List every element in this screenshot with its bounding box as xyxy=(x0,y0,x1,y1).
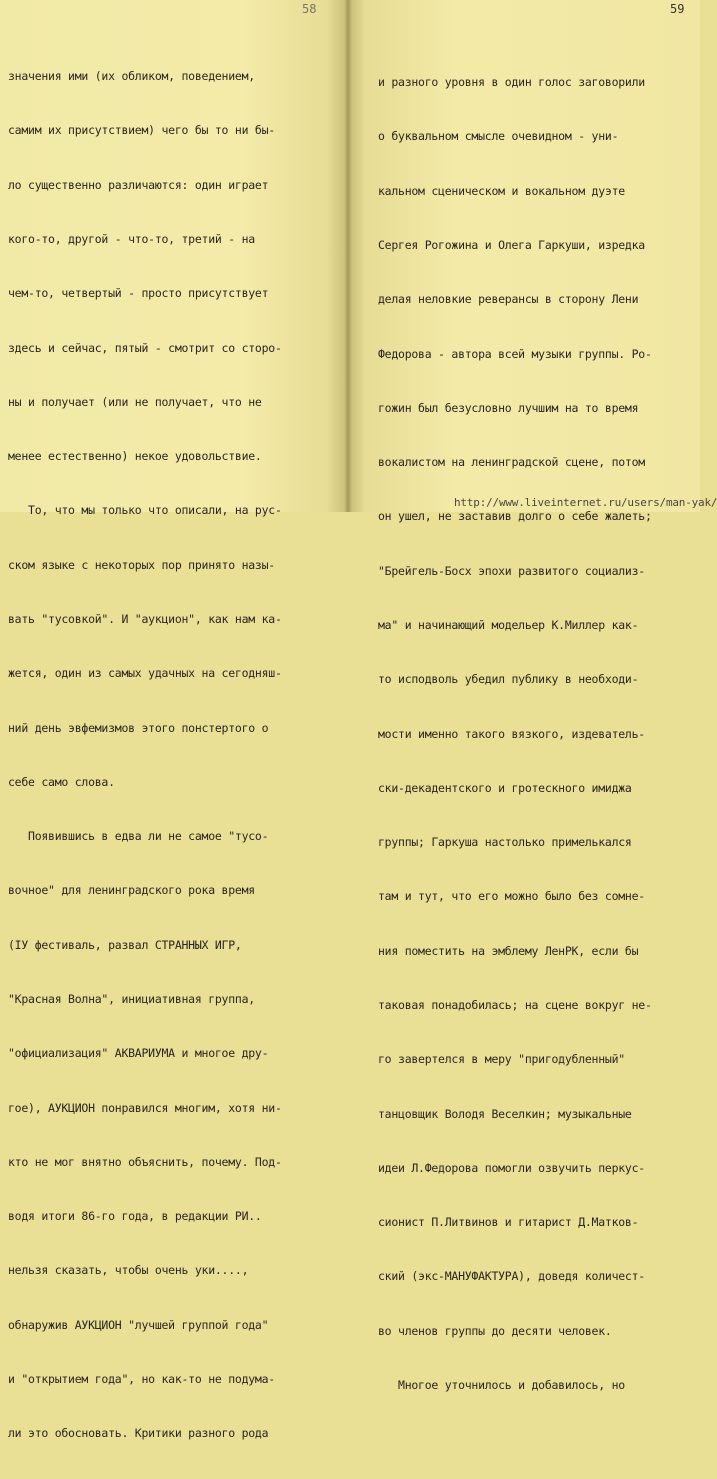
text-line: во членов группы до десяти человек. xyxy=(378,1323,612,1338)
text-line: "официализация" АКВАРИУМА и многое дру- xyxy=(8,1046,269,1061)
text-line: вокалистом на ленинградской сцене, потом xyxy=(378,455,645,470)
text-line: жется, один из самых удачных на сегодняш- xyxy=(8,666,282,681)
text-line: группы; Гаркуша настолько примелькался xyxy=(378,835,632,850)
text-line: ны и получает (или не получает, что не xyxy=(8,394,262,409)
text-line: вать "тусовкой". И "аукцион", как нам ка- xyxy=(8,612,282,626)
text-line: ний день эвфемизмов этого понстертого о xyxy=(8,720,269,735)
text-line: делая неловкие реверансы в сторону Лени xyxy=(378,292,639,307)
text-line: То, что мы только что описали, на рус- xyxy=(8,503,282,518)
text-line: Федорова - автора всей музыки группы. Ро- xyxy=(378,346,652,361)
text-line: значения ими (их обликом, поведением, xyxy=(8,69,255,84)
text-line: и разного уровня в один голос заговорили xyxy=(378,75,645,90)
text-line: там и тут, что его можно было без сомне- xyxy=(378,889,645,904)
text-line: Появившись в едва ли не самое "тусо- xyxy=(8,829,269,844)
text-line: о буквальном смысле очевидном - уни- xyxy=(378,129,619,144)
book-gutter-shadow xyxy=(344,0,352,512)
text-line: водя итоги 86-го года, в редакции РИ.. xyxy=(8,1209,262,1224)
right-page-text xyxy=(378,37,652,1430)
text-line: ма" и начинающий модельер К.Миллер как- xyxy=(378,618,639,632)
text-line: таковая понадобилась; на сцене вокруг не- xyxy=(378,997,652,1012)
text-line: то исподволь убедил публику в необходи- xyxy=(378,672,639,687)
text-line: он ушел, не заставив долго о себе жалеть; xyxy=(378,509,652,524)
text-line: сионист П.Литвинов и гитарист Д.Матков- xyxy=(378,1215,639,1230)
text-line: ски-декадентского и гротескного имиджа xyxy=(378,780,632,795)
text-line: го завертелся в меру "пригодубленный" xyxy=(378,1052,625,1067)
right-page-number: 59 xyxy=(670,2,685,16)
text-line: гое), АУКЦИОН понравился многим, хотя ни- xyxy=(8,1100,282,1115)
text-line: "Брейгель-Босх эпохи развитого социализ- xyxy=(378,563,645,578)
text-line: нельзя сказать, чтобы очень уки...., xyxy=(8,1263,249,1278)
text-line: ский (экс-МАНУФАКТУРА), доведя количест- xyxy=(378,1269,645,1284)
text-line: ния поместить на эмблему ЛенРК, если бы xyxy=(378,943,639,958)
text-line: кто не мог внятно объяснить, почему. Под- xyxy=(8,1154,282,1169)
text-line: ском языке с некоторых пор принято назы- xyxy=(8,557,275,572)
text-line: здесь и сейчас, пятый - смотрит со сторо- xyxy=(8,340,282,355)
text-line: ло существенно различаются: один играет xyxy=(8,177,269,192)
right-page xyxy=(348,0,700,1392)
text-line: и "открытием года", но как-то не подума- xyxy=(8,1371,275,1386)
text-line: (ІУ фестиваль, развал СТРАННЫХ ИГР, xyxy=(8,937,242,952)
text-line: "Красная Волна", инициативная группа, xyxy=(8,991,255,1006)
left-page-text xyxy=(8,31,282,1479)
text-line: мости именно такого вязкого, издеватель- xyxy=(378,726,645,741)
text-line: ли это обосновать. Критики разного рода xyxy=(8,1426,269,1441)
text-line: менее естественно) некое удовольствие. xyxy=(8,449,262,464)
text-line: самим их присутствием) чего бы то ни бы- xyxy=(8,123,275,138)
text-line: Многое уточнилось и добавилось, но xyxy=(378,1377,625,1392)
text-line: идеи Л.Федорова помогли озвучить перкус- xyxy=(378,1160,645,1175)
text-line: танцовщик Володя Веселкин; музыкальные xyxy=(378,1106,632,1121)
text-line: гожин был безусловно лучшим на то время xyxy=(378,400,639,415)
text-line: вочное" для ленинградского рока время xyxy=(8,883,255,898)
left-page xyxy=(0,0,348,1441)
watermark-url: http://www.liveinternet.ru/users/man-yak/ xyxy=(454,496,717,509)
text-line: Сергея Рогожина и Олега Гаркуши, изредка xyxy=(378,238,645,253)
text-line: обнаружив АУКЦИОН "лучшей группой года" xyxy=(8,1317,269,1332)
text-line: кого-то, другой - что-то, третий - на xyxy=(8,232,255,247)
text-line: кальном сценическом и вокальном дуэте xyxy=(378,183,625,198)
left-page-number: 58 xyxy=(302,2,317,16)
text-line: себе само слова. xyxy=(8,774,115,789)
text-line: чем-то, четвертый - просто присутствует xyxy=(8,286,269,301)
